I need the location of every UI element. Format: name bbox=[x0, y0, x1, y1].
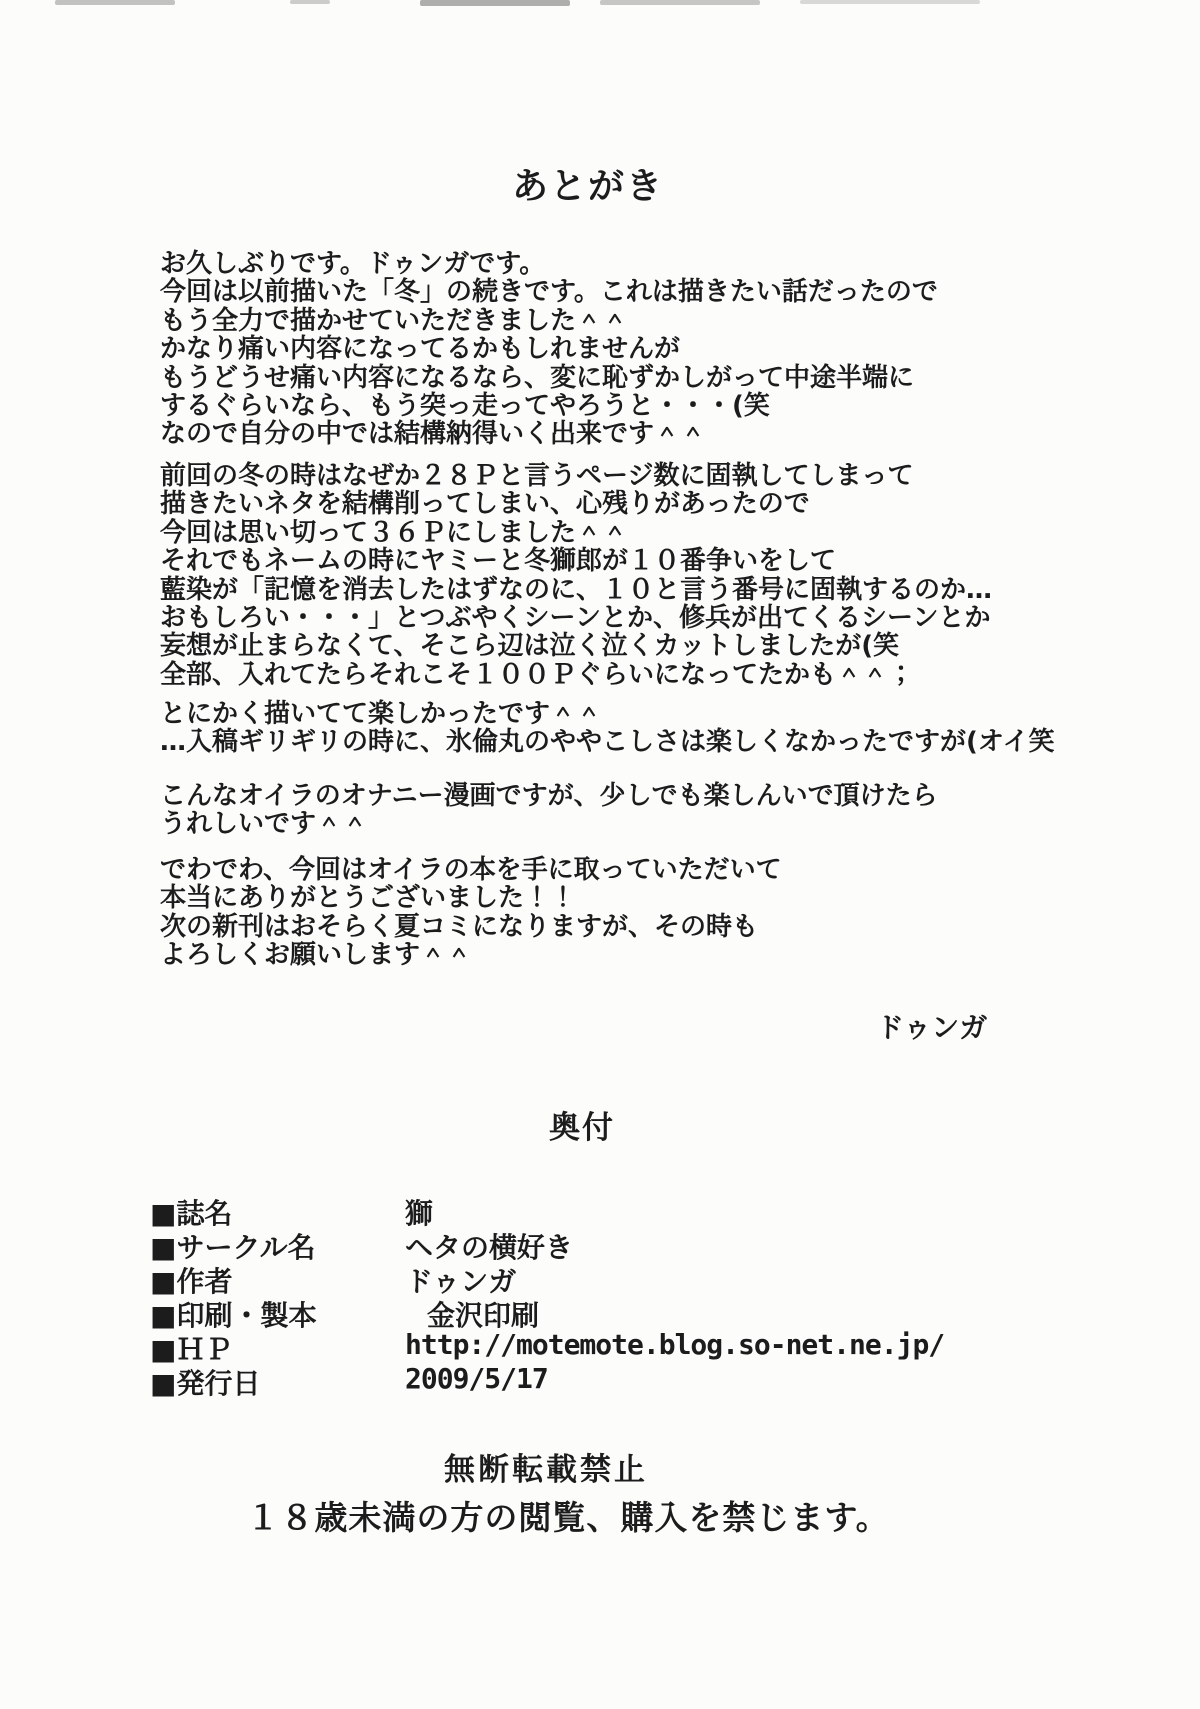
afterword-line: でわでわ、今回はオイラの本を手に取っていただいて bbox=[160, 855, 782, 885]
afterword-line: もう全力で描かせていただきました＾＾ bbox=[160, 305, 629, 336]
colophon-label: ■誌名 bbox=[150, 1197, 233, 1230]
age-restriction-notice: １８歳未満の方の閲覧、購入を禁じます。 bbox=[246, 1498, 890, 1537]
colophon-value: ヘタの横好き bbox=[405, 1231, 574, 1264]
scan-artifact bbox=[600, 0, 760, 5]
afterword-line: 妄想が止まらなくて、そこら辺は泣く泣くカットしましたが(笑 bbox=[160, 631, 900, 662]
afterword-line: なので自分の中では結構納得いく出来です＾＾ bbox=[160, 419, 707, 450]
publish-date: 2009/5/17 bbox=[405, 1362, 548, 1395]
colophon-label: ■印刷・製本 bbox=[150, 1299, 317, 1332]
scan-artifact bbox=[290, 0, 330, 4]
author-signature: ドゥンガ bbox=[876, 1011, 988, 1044]
colophon-label: ■作者 bbox=[150, 1265, 233, 1298]
scan-artifact bbox=[55, 0, 175, 5]
afterword-line: 藍染が「記憶を消去したはずなのに、１０と言う番号に固執するのか… bbox=[160, 574, 993, 605]
afterword-paragraph-2 bbox=[160, 462, 992, 689]
colophon-value: 獅 bbox=[405, 1197, 434, 1230]
colophon-value: 金沢印刷 bbox=[427, 1299, 540, 1332]
afterword-paragraph-3 bbox=[160, 700, 1055, 757]
afterword-line: 前回の冬の時はなぜか２８Ｐと言うページ数に固執してしまって bbox=[160, 461, 914, 491]
afterword-line: …入稿ギリギリの時に、氷倫丸のややこしさは楽しくなかったですが(オイ笑 bbox=[160, 727, 1055, 758]
homepage-url: http://motemote.blog.so-net.ne.jp/ bbox=[405, 1328, 945, 1361]
colophon-row-printer bbox=[150, 1294, 944, 1332]
no-reproduction-notice: 無断転載禁止 bbox=[444, 1452, 648, 1488]
afterword-line: それでもネームの時にヤミーと冬獅郎が１０番争いをして bbox=[160, 546, 837, 577]
afterword-line: おもしろい・・・」とつぶやくシーンとか、修兵が出てくるシーンとか bbox=[160, 603, 991, 634]
colophon-title: 奥付 bbox=[549, 1110, 615, 1146]
afterword-line: かなり痛い内容になってるかもしれませんが bbox=[160, 334, 681, 365]
scan-artifact bbox=[420, 0, 570, 6]
colophon-list bbox=[150, 1192, 945, 1400]
afterword-line: もうどうせ痛い内容になるなら、変に恥ずかしがって中途半端に bbox=[160, 362, 915, 393]
page-title: あとがき bbox=[511, 166, 664, 207]
colophon-row-circle-name bbox=[150, 1226, 944, 1264]
colophon-row-publish-date bbox=[150, 1362, 944, 1400]
colophon-value: ドゥンガ bbox=[405, 1265, 517, 1298]
afterword-line: うれしいです＾＾ bbox=[160, 809, 369, 840]
afterword-line: お久しぶりです。ドゥンガです。 bbox=[160, 249, 546, 279]
afterword-line: こんなオイラのオナニー漫画ですが、少しでも楽しんいで頂けたら bbox=[160, 781, 938, 811]
afterword-paragraph-1 bbox=[160, 250, 938, 449]
afterword-line: とにかく描いてて楽しかったです＾＾ bbox=[160, 699, 603, 729]
afterword-line: 全部、入れてたらそれこそ１００Ｐぐらいになってたかも＾＾； bbox=[160, 659, 915, 690]
afterword-paragraph-5 bbox=[160, 856, 782, 970]
afterword-line: 今回は以前描いた「冬」の続きです。これは描きたい話だったので bbox=[160, 277, 938, 308]
afterword-line: よろしくお願いします＾＾ bbox=[160, 940, 473, 971]
afterword-paragraph-4 bbox=[160, 782, 938, 839]
colophon-label: ■発行日 bbox=[150, 1367, 261, 1400]
afterword-line: 次の新刊はおそらく夏コミになりますが、その時も bbox=[160, 911, 759, 942]
scan-artifact bbox=[800, 0, 980, 4]
afterword-line: 描きたいネタを結構削ってしまい、心残りがあったので bbox=[160, 489, 810, 520]
colophon-label: ■サークル名 bbox=[150, 1231, 316, 1264]
colophon-row-homepage bbox=[150, 1328, 945, 1366]
colophon-row-book-title bbox=[150, 1192, 944, 1230]
afterword-line: 今回は思い切って３６Ｐにしました＾＾ bbox=[160, 517, 629, 548]
afterword-line: するぐらいなら、もう突っ走ってやろうと・・・(笑 bbox=[160, 391, 770, 422]
afterword-line: 本当にありがとうございました！！ bbox=[160, 883, 577, 914]
colophon-label: ■ＨＰ bbox=[150, 1333, 233, 1366]
